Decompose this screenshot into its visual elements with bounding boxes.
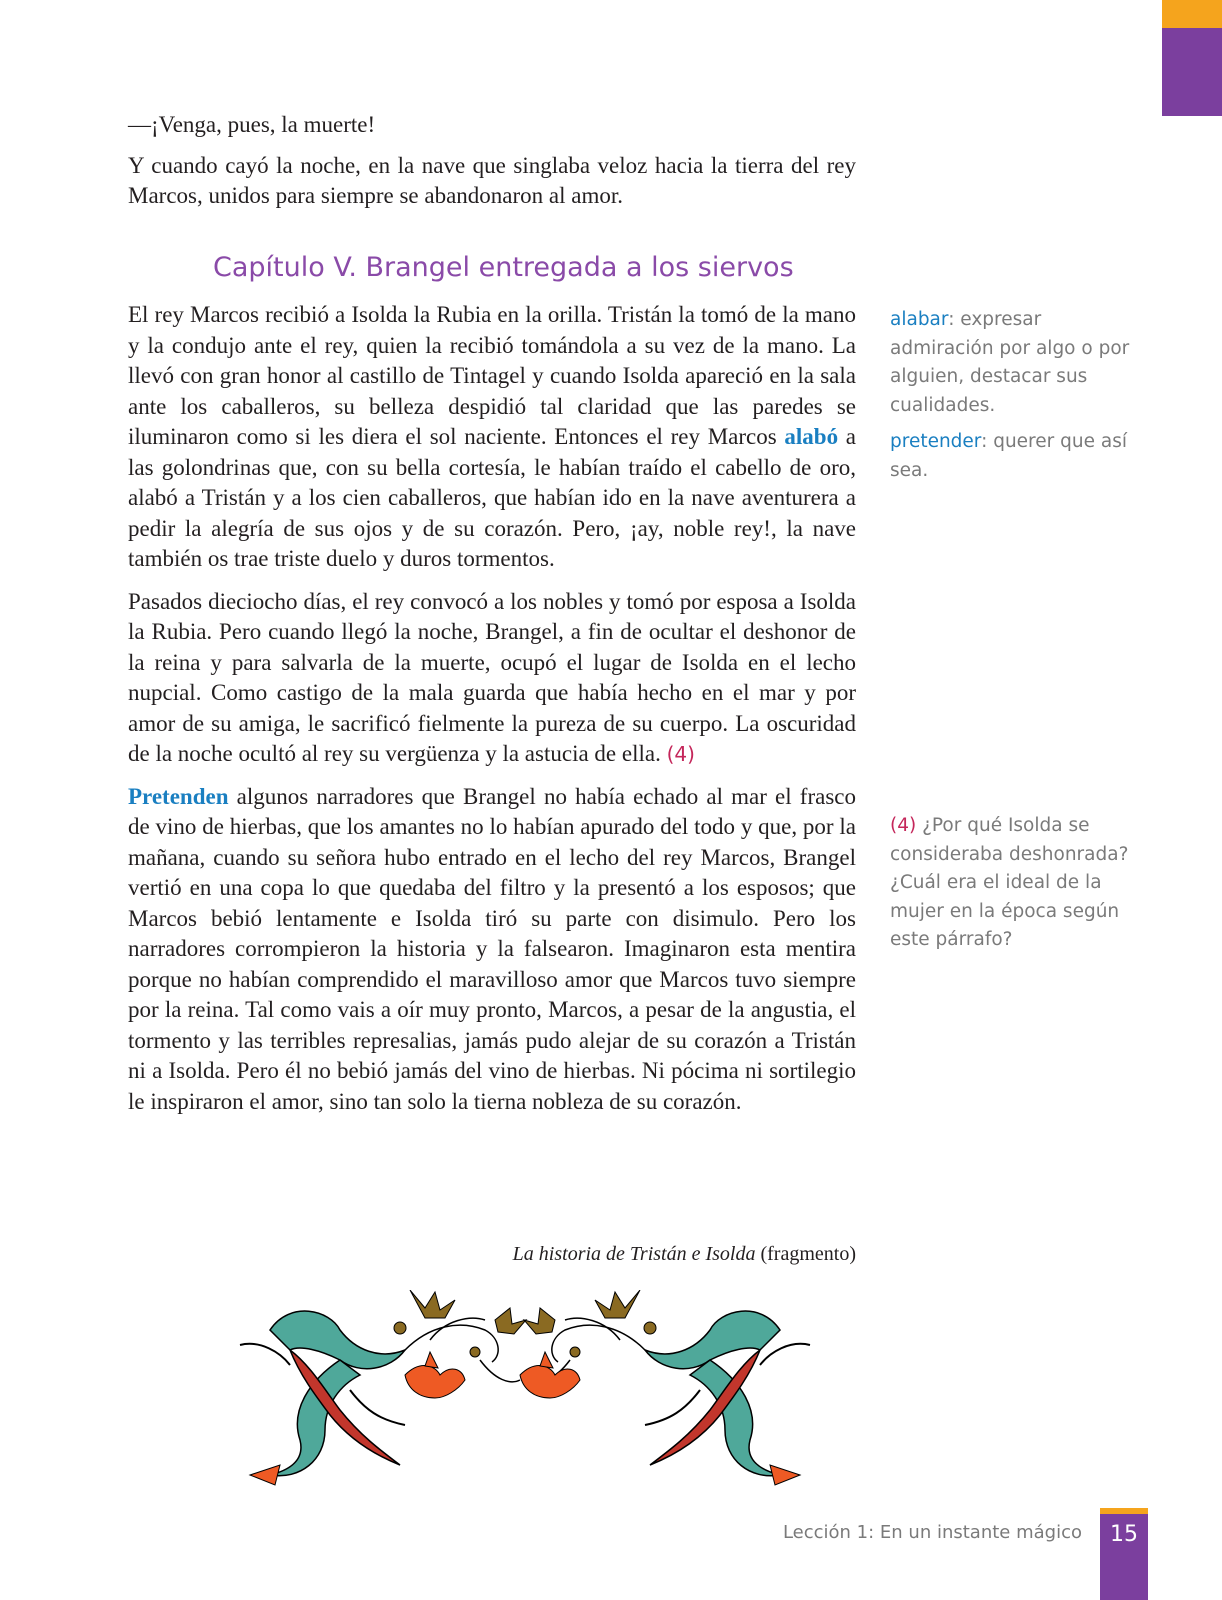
source-note: (fragmento) (760, 1243, 856, 1265)
paragraph-3 (128, 782, 856, 1118)
paragraph-2-text: Pasados dieciocho días, el rey convocó a los nobles y tomó por esposa a Isolda la Rubia. Pero cuando llegó la noche, Brangel, a fin de ocultar el deshonor de la reina y para salvarla de la muerte, ocupó el lugar de Isolda en el lecho nupcial. Como castigo de la mala guarda que había hecho en el mar y por amor de su amiga, le sacrificó fielmente la pureza de su cuerpo. La oscuridad de la noche ocultó al rey su vergüenza y la astucia de ella. (128, 588, 856, 766)
paragraph-1-before: El rey Marcos recibió a Isolda la Rubia en la orilla. Tristán la tomó de la mano y la condujo ante el rey, quien la recibió tomándola a su vez de la mano. La llevó con gran honor al castillo de Tintagel y cuando Isolda apareció en la sala ante los caballeros, su belleza despidió tal claridad que las paredes se iluminaron como si les diera el sol naciente. Entonces el rey Marcos (128, 302, 856, 449)
question-text: ¿Por qué Isolda se consideraba deshonrada? ¿Cuál era el ideal de la mujer en la época según este párrafo? (890, 815, 1129, 950)
glossary-entry-definition: : querer que así sea. (890, 431, 1127, 481)
paragraph-1 (128, 300, 856, 575)
footer-lesson: Lección 1: En un instante mágico (782, 1522, 1082, 1543)
corner-tab-purple (1162, 28, 1222, 116)
question-ref-4[interactable]: (4) (666, 742, 695, 766)
dragon-right (645, 1311, 810, 1485)
question-sidebar (890, 812, 1140, 955)
dragon-left (240, 1311, 405, 1485)
body-text (128, 300, 856, 1117)
glossary-term-pretenden[interactable]: Pretenden (128, 783, 229, 809)
leaves (394, 1290, 656, 1357)
intro-paragraph: Y cuando cayó la noche, en la nave que singlaba veloz hacia la tierra del rey Marcos, unidos para siempre se abandonaron al amor. (128, 152, 856, 208)
glossary-entry-term: pretender (890, 431, 982, 452)
intro-block (128, 110, 856, 212)
page-number: 15 (1110, 1522, 1138, 1547)
glossary-entry-alabar (890, 306, 1140, 420)
paragraph-1-after: a las golondrinas que, con su bella cortesía, le habían traído el cabello de oro, alabó a Tristán y a los cien caballeros, que habían ido en la nave aventurera a pedir la alegría de sus ojos y de su corazón. Pero, ¡ay, noble rey!, la nave también os trae triste duelo y duros tormentos. (128, 424, 856, 571)
decorative-ornament (230, 1290, 820, 1490)
question-4 (890, 812, 1140, 955)
paragraph-2 (128, 587, 856, 770)
source-citation (128, 1243, 856, 1266)
glossary-entry-definition: : expresar admiración por algo o por alguien, destacar sus cualidades. (890, 309, 1130, 416)
glossary-sidebar (890, 306, 1140, 485)
glossary-entry-term: alabar (890, 309, 949, 330)
corner-tab (1162, 0, 1222, 116)
chapter-title: Capítulo V. Brangel entregada a los siervos (213, 252, 794, 283)
source-title: La historia de Tristán e Isolda (512, 1243, 756, 1265)
paragraph-3-text: algunos narradores que Brangel no había echado al mar el frasco de vino de hierbas, que los amantes no lo habían apurado del todo y que, por la mañana, cuando su señora hubo entrado en el lecho del rey Marcos, Brangel vertió en una copa lo que quedaba del filtro y la presentó a los esposos; que Marcos bebió lentamente e Isolda tiró su parte con disimulo. Pero los narradores corrompieron la historia y la falsearon. Imaginaron esta mentira porque no habían comprendido el maravilloso amor que Marcos tuvo siempre por la reina. Tal como vais a oír muy pronto, Marcos, a pesar de la angustia, el tormento y las terribles represalias, jamás pudo alejar de su corazón a Tristán ni a Isolda. Pero él no bebió jamás del vino de hierbas. Ni pócima ni sortilegio le inspiraron el amor, sino tan solo la tierna nobleza de su corazón. (128, 783, 856, 1114)
glossary-term-alabo[interactable]: alabó (784, 424, 839, 449)
glossary-entry-pretender (890, 428, 1140, 485)
question-ref: (4) (890, 815, 917, 836)
intro-line: —¡Venga, pues, la muerte! (128, 112, 376, 137)
page-number-box (1100, 1508, 1148, 1600)
corner-tab-orange (1162, 0, 1222, 28)
